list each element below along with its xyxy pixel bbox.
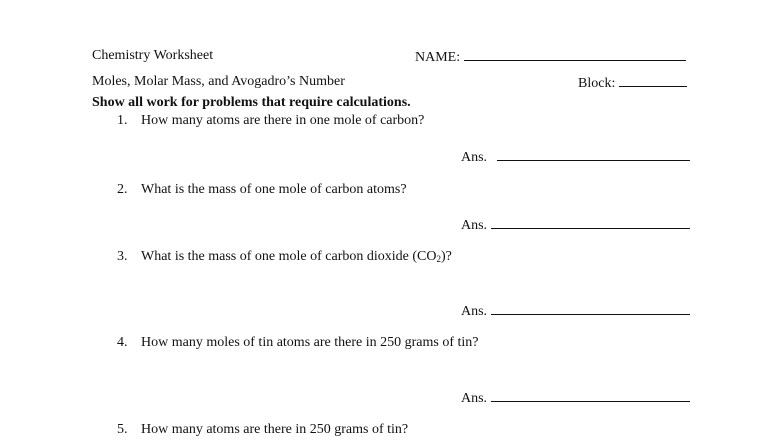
question-number: 3. xyxy=(117,249,128,264)
block-field[interactable] xyxy=(578,74,687,92)
name-field[interactable] xyxy=(415,48,686,66)
name-blank[interactable] xyxy=(464,48,686,61)
question-4 xyxy=(117,335,478,351)
question-text: How many atoms are there in one mole of carbon? xyxy=(141,113,425,128)
answer-blank[interactable] xyxy=(491,216,690,229)
question-number: 5. xyxy=(117,422,128,437)
answer-label: Ans. xyxy=(461,391,488,406)
block-blank[interactable] xyxy=(619,74,687,87)
answer-label: Ans. xyxy=(461,218,488,233)
answer-3[interactable] xyxy=(461,302,690,320)
question-5 xyxy=(117,422,408,438)
answer-blank[interactable] xyxy=(491,302,690,315)
answer-1[interactable] xyxy=(461,148,690,166)
question-number: 2. xyxy=(117,182,128,197)
block-label: Block: xyxy=(578,76,616,91)
answer-label: Ans. xyxy=(461,150,488,165)
question-3 xyxy=(117,249,452,265)
worksheet-title: Chemistry Worksheet xyxy=(92,48,214,63)
question-text: How many moles of tin atoms are there in 250 grams of tin? xyxy=(141,335,479,350)
question-number: 1. xyxy=(117,113,128,128)
answer-4[interactable] xyxy=(461,389,690,407)
question-text: What is the mass of one mole of carbon atoms? xyxy=(141,182,407,197)
instructions: Show all work for problems that require calculations. xyxy=(92,95,411,110)
subscript: 2 xyxy=(436,254,441,264)
answer-label: Ans. xyxy=(461,304,488,319)
answer-blank[interactable] xyxy=(491,389,690,402)
question-number: 4. xyxy=(117,335,128,350)
answer-blank[interactable] xyxy=(497,148,690,161)
question-text: How many atoms are there in 250 grams of tin? xyxy=(141,422,409,437)
question-1 xyxy=(117,113,424,129)
question-2 xyxy=(117,182,407,198)
worksheet-subtitle: Moles, Molar Mass, and Avogadro’s Number xyxy=(92,74,345,89)
question-text: What is the mass of one mole of carbon dioxide $(CO_2)$? xyxy=(141,249,452,264)
name-label: NAME: xyxy=(415,50,461,65)
answer-2[interactable] xyxy=(461,216,690,234)
